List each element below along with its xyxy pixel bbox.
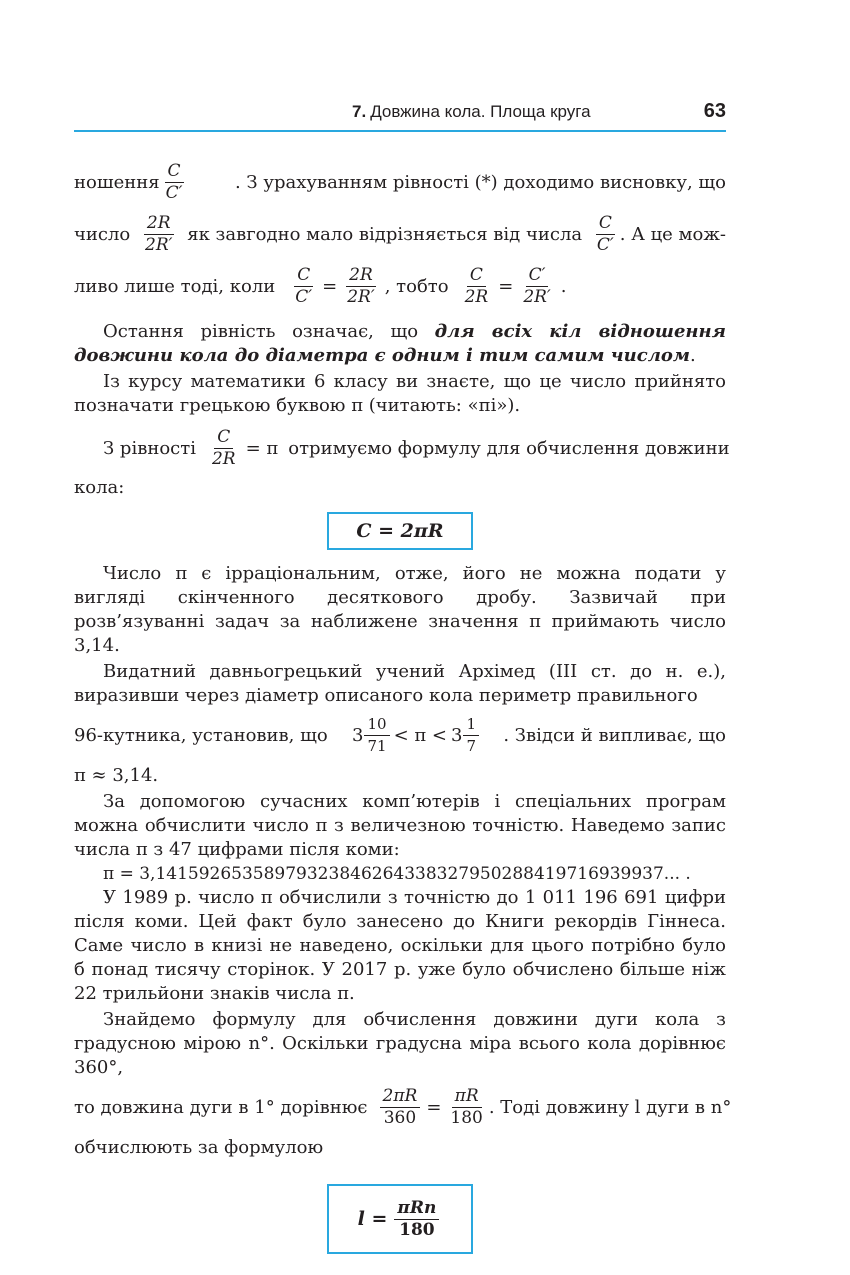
mixed-number [352, 714, 390, 757]
fraction [142, 213, 175, 256]
paragraph-6: У 1989 р. число π обчислили з точністю до 1 011 196 691 цифри після коми. Цей факт було занесено до Книги рекордів Гіннеса. Саме число в книзі не наведено, оскільки для цього потрібно було б понад тисячу сторінок. У 2017 р. уже було обчислено більше ніж 22 трильйони знаків числа π. [74, 887, 726, 1004]
equals-pi: = π [245, 437, 279, 459]
formula-box-arc-length [327, 1184, 473, 1254]
fraction [163, 161, 186, 204]
numerator: C [596, 213, 615, 235]
fraction [447, 1086, 485, 1129]
denominator: 2R [464, 286, 489, 307]
text-segment: отримуємо формулу для обчислення довжини [288, 437, 730, 459]
paragraph-5: За допомогою сучасних комп’ютерів і спеціальних програм можна обчислити число π з величезною точністю. Наведемо запис числа π з 47 цифрами після коми: [74, 791, 726, 860]
emphasis-text: для всіх кіл відношення довжини кола до діаметра є одним і тим самим числом [74, 321, 726, 366]
text-segment: . [560, 275, 567, 297]
text-segment: З рівності [103, 437, 196, 459]
page-number: 63 [703, 100, 726, 122]
text-segment: . Звідси й випливає, що [503, 724, 726, 746]
line-3 [74, 260, 726, 312]
text-segment: . Тоді довжину l дуги в n° [488, 1096, 732, 1118]
text-segment: ношення [74, 171, 160, 193]
fraction [209, 427, 239, 470]
pi-digits: π = 3,14159265358979323846264338327950288419716939937... . [103, 864, 691, 884]
chapter-title [352, 102, 591, 122]
denominator: C′ [596, 234, 614, 255]
formula-text: C = 2πR [356, 520, 444, 542]
line-9: обчислюють за формулою [74, 1137, 324, 1158]
text-segment: як завгодно мало відрізняється від числа [187, 223, 583, 245]
denominator: 2R′ [347, 286, 375, 307]
fraction [520, 265, 553, 308]
formula-box-circumference [327, 512, 473, 550]
fraction [594, 213, 617, 256]
denominator: C′ [295, 286, 313, 307]
fraction [463, 714, 479, 757]
numerator: C [165, 161, 184, 183]
denominator: 180 [450, 1107, 483, 1128]
numerator: C [294, 265, 313, 287]
text-segment: Остання рівність означає, що [103, 321, 435, 342]
formula-lhs: l = [357, 1208, 388, 1230]
denominator: 2R′ [523, 286, 551, 307]
numerator: 2πR [380, 1086, 421, 1108]
text-segment: 96-кутника, установив, що [74, 724, 328, 746]
line-5: кола: [74, 477, 125, 498]
numerator: C [467, 265, 486, 287]
page-content [74, 150, 732, 1254]
numerator: 2R [144, 213, 174, 235]
paragraph-2: Із курсу математики 6 класу ви знаєте, що це число прийнято позначати грецькою буквою π (читають: «пі»). [74, 371, 726, 416]
fraction [394, 1198, 439, 1241]
equals-sign: = [426, 1096, 442, 1118]
numerator: 10 [364, 714, 389, 736]
denominator: 2R [211, 448, 236, 469]
denominator: C′ [165, 182, 183, 203]
line-7: π ≈ 3,14. [74, 765, 159, 786]
line-4 [74, 422, 730, 474]
text-segment: . [690, 345, 696, 366]
page-header [74, 98, 726, 132]
paragraph-4: Видатний давньогрецький учений Архімед (III ст. до н. е.), виразивши через діаметр описаного кола периметр правильного [74, 661, 726, 706]
paragraph-3: Число π є ірраціональним, отже, його не можна подати у вигляді скінченного десяткового дробу. Зазвичай при розв’язуванні задач за наближене значення π приймають число 3,14. [74, 563, 726, 656]
text-segment: ливо лише тоді, коли [74, 275, 276, 297]
numerator: C [214, 427, 233, 449]
paragraph-1 [74, 320, 726, 368]
text-segment: . З урахуванням рівності (*) доходимо висновку, що [234, 171, 726, 193]
numerator: πR [452, 1086, 482, 1108]
fraction [344, 265, 377, 308]
text-segment: . А це мож- [619, 223, 726, 245]
whole-part: 3 [451, 724, 463, 746]
equals-sign: = [322, 275, 338, 297]
whole-part: 3 [352, 724, 364, 746]
denominator: 360 [383, 1107, 417, 1128]
denominator: 180 [399, 1219, 435, 1240]
fraction [380, 1086, 421, 1129]
numerator: πRn [394, 1198, 439, 1220]
denominator: 2R′ [145, 234, 173, 255]
line-8 [74, 1080, 732, 1134]
fraction [364, 714, 389, 757]
fraction [292, 265, 315, 308]
denominator: 7 [466, 736, 476, 755]
inequality: < π < [393, 724, 447, 746]
fraction [462, 265, 492, 308]
chapter-title-text: Довжина кола. Площа круга [370, 102, 591, 121]
numerator: 2R [346, 265, 376, 287]
chapter-number: 7. [352, 102, 367, 121]
line-6 [74, 708, 726, 762]
numerator: C′ [526, 265, 549, 287]
mixed-number [451, 714, 479, 757]
paragraph-7: Знайдемо формулу для обчислення довжини дуги кола з градусною мірою n°. Оскільки градусна міра всього кола дорівнює 360°, [74, 1009, 726, 1078]
line-1 [74, 156, 726, 208]
text-segment: число [74, 223, 131, 245]
numerator: 1 [463, 714, 479, 736]
equals-sign: = [498, 275, 514, 297]
line-2 [74, 208, 726, 260]
text-segment: то довжина дуги в 1° дорівнює [74, 1096, 368, 1118]
denominator: 71 [367, 736, 387, 755]
text-segment: , тобто [384, 275, 449, 297]
